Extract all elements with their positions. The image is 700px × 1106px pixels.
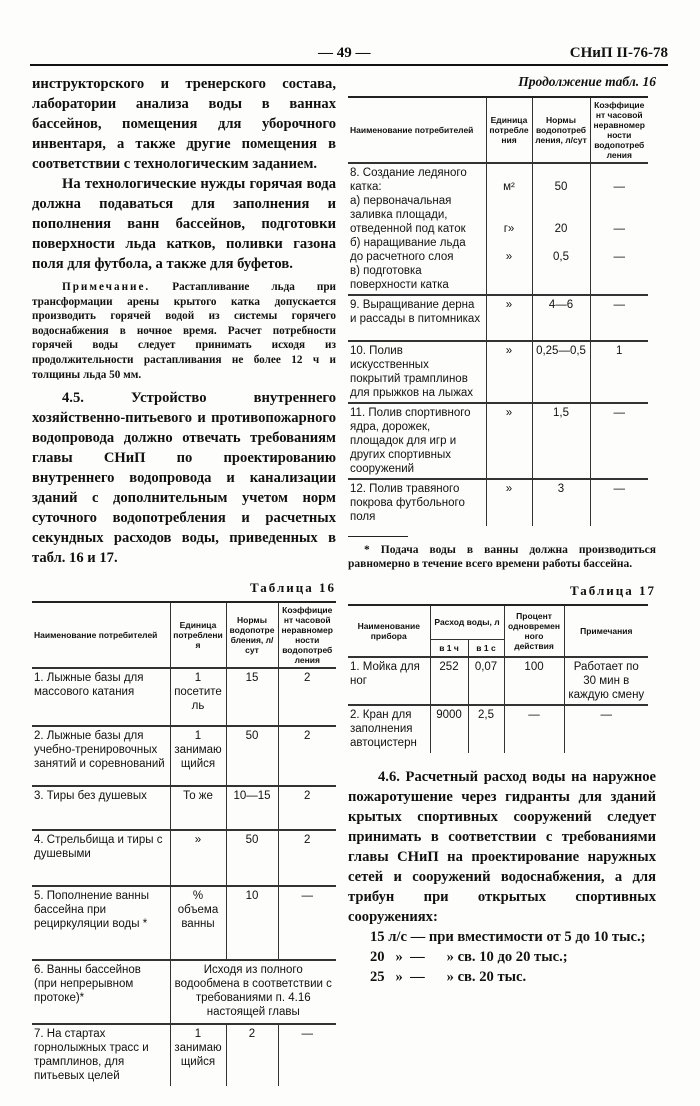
column-header: Единица потребления <box>170 602 226 668</box>
table-cell: 2,5 <box>468 705 504 753</box>
table-16-continued <box>348 96 648 526</box>
column-header: Процент одновременного действия <box>504 605 564 657</box>
table-caption: Таблица 16 <box>249 580 336 596</box>
table-row <box>348 479 648 526</box>
table-cell: 50 <box>226 726 278 786</box>
right-column <box>348 74 656 987</box>
table-row <box>348 163 648 295</box>
table-cell: » <box>486 341 532 403</box>
table-row <box>348 295 648 341</box>
table-cell: — <box>278 1024 336 1086</box>
list-item-rate: 20 » — » <box>370 949 454 965</box>
list-item-rate: 15 л/с — при вместимости <box>370 929 543 945</box>
table-cell: — <box>504 705 564 753</box>
table-cell: 15 <box>226 668 278 726</box>
table-cell: 2. Лыжные базы для учебно-тренировочных занятий и соревнований <box>34 730 165 771</box>
table-caption: Таблица 17 <box>569 583 656 598</box>
table-cell: 0,07 <box>468 657 504 705</box>
table-cell: 12. Полив травяного покрова футбольного поля <box>350 483 465 523</box>
table-cell: 2 <box>278 786 336 830</box>
column-header: Наименование потребителей <box>34 630 158 641</box>
table-cell: м² г» » <box>486 163 532 295</box>
table-continuation-caption: Продолжение табл. 16 <box>518 74 656 89</box>
table-cell: 1 занимающийся <box>170 726 226 786</box>
list-item-capacity: св. 10 до 20 тыс.; <box>457 949 568 965</box>
table-cell: % объема ванны <box>170 886 226 960</box>
table-row <box>32 786 336 830</box>
left-column <box>32 74 336 1086</box>
table-cell: 11. Полив спортивного ядра, дорожек, площадок для игр и других спортивных сооружений <box>350 407 471 475</box>
table-cell: Исходя из полного водообмена в соответствии с требованиями п. 4.16 настоящей главы <box>170 960 336 1024</box>
table-cell: 3. Тиры без душевых <box>34 790 147 803</box>
right-text <box>348 767 656 987</box>
table-row <box>32 668 336 726</box>
table-cell: — — — <box>590 163 648 295</box>
table-cell: Работает по 30 мин в каждую смену <box>564 657 648 705</box>
table-cell: 2 <box>278 830 336 886</box>
footnote-rule <box>348 536 408 537</box>
table-cell: 1,5 <box>532 403 590 479</box>
table-cell: 50 20 0,5 <box>532 163 590 295</box>
table-cell: 7. На стартах горнолыжных трасс и трамплинов, для питьевых целей <box>34 1028 149 1083</box>
table-cell: 10. Полив искусственных покрытий трамплинов для прыжков на лыжах <box>350 345 474 399</box>
column-header: в 1 ч <box>430 639 468 657</box>
page-number: — 49 — <box>318 45 371 61</box>
table-cell: — <box>278 886 336 960</box>
table-cell: 2 <box>226 1024 278 1086</box>
list-item <box>370 927 656 947</box>
table-cell: 10—15 <box>226 786 278 830</box>
note-label: Примечание. <box>62 281 151 293</box>
table-cell: 4. Стрельбища и тиры с душевыми <box>34 834 163 861</box>
table-cell: 100 <box>504 657 564 705</box>
column-header: Нормы водопотребления, л/сут <box>226 602 278 668</box>
list-item-rate: 25 » — » <box>370 969 454 985</box>
table-cell: 2 <box>278 726 336 786</box>
flow-list <box>348 927 656 987</box>
table-cell: — <box>590 479 648 526</box>
table-row <box>348 341 648 403</box>
table-cell: — <box>564 705 648 753</box>
table-cell: 2. Кран для заполнения автоцистерн <box>350 709 417 749</box>
table-16-continued-block <box>348 74 656 571</box>
paragraph-4-6: 4.6. Расчетный расход воды на наружное пожаротушение через гидранты для зданий крытых спортивных сооружений следует принимать в соответствии с требованиями главы СНиП на проектирование наружных сетей и сооружений водоснабжения, а для трибун при открытых спортивных сооружениях: <box>348 769 656 925</box>
column-header: Расход воды, л <box>430 605 504 639</box>
table-cell: 1 занимающийся <box>170 1024 226 1086</box>
table-row <box>32 1024 336 1086</box>
table-row <box>348 403 648 479</box>
table-cell: 10 <box>226 886 278 960</box>
table-17-block <box>348 583 656 753</box>
paragraph: инструкторского и тренерского состава, лаборатории анализа воды в ваннах бассейнов, помещения для уборочного инвентаря, а также другие помещения в соответствии с технологическим заданием. <box>32 76 336 172</box>
table-cell: 6. Ванны бассейнов (при непрерывном протоке)* <box>34 964 141 1005</box>
table-cell: 1. Лыжные базы для массового катания <box>34 672 144 699</box>
table-cell: 4—6 <box>532 295 590 341</box>
column-header: Нормы водопотребления, л/сут <box>532 97 590 163</box>
table-17 <box>348 604 648 753</box>
table-row <box>32 830 336 886</box>
column-header: Наименование потребителей <box>350 125 474 135</box>
table-cell: 8. Создание ледяного катка: а) первоначальная заливка площади, отведенной под каток б) наращивание льда до расчетного слоя в) подготовка поверхности катка <box>350 167 467 291</box>
document-code: СНиП II-76-78 <box>569 45 668 61</box>
table-row <box>32 886 336 960</box>
column-header: Наименование прибора <box>357 621 420 641</box>
list-item <box>370 967 656 987</box>
table-cell: 50 <box>226 830 278 886</box>
column-header: Коэффициент часовой неравномерности водопотребления <box>278 602 336 668</box>
table-cell: 3 <box>532 479 590 526</box>
list-item <box>370 947 656 967</box>
table-cell: То же <box>170 786 226 830</box>
column-header: в 1 с <box>468 639 504 657</box>
table-16 <box>32 601 336 1086</box>
table-cell: 5. Пополнение ванны бассейна при рециркуляции воды * <box>34 890 149 931</box>
table-cell: 1. Мойка для ног <box>350 661 420 687</box>
paragraph-4-5: 4.5. Устройство внутреннего хозяйственно-питьевого и противопожарного водопровода должно отвечать требованиям главы СНиП по проектированию внутреннего водопровода и канализации зданий с дополнительным учетом норм суточного водопотребления и расчетных секундных расходов воды, приведенных в табл. 16 и 17. <box>32 390 336 567</box>
column-header: Единица потребления <box>486 97 532 163</box>
page-header <box>0 0 700 66</box>
table-cell: » <box>486 479 532 526</box>
footnote: * Подача воды в ванны должна производиться равномерно в течение всего времени работы бассейна. <box>348 544 656 570</box>
column-header: Коэффициент часовой неравномерности водопотребления <box>590 97 648 163</box>
table-cell: 9. Выращивание дерна и рассады в питомниках <box>350 299 481 325</box>
table-cell: 9000 <box>430 705 468 753</box>
list-item-capacity: св. 20 тыс. <box>457 969 527 985</box>
table-cell: » <box>170 830 226 886</box>
table-cell: 1 <box>590 341 648 403</box>
table-cell: 1 посетитель <box>170 668 226 726</box>
table-row <box>32 960 336 1024</box>
note <box>32 280 336 382</box>
paragraph: На технологические нужды горячая вода должна подаваться для заполнения и пополнения ванн бассейнов, подготовки поверхности льда катков, поливки газона поля для футбола, а также для буфетов. <box>32 176 336 272</box>
table-cell: — <box>590 295 648 341</box>
table-row <box>348 705 648 753</box>
table-cell: 0,25—0,5 <box>532 341 590 403</box>
table-16-block <box>32 580 336 1086</box>
column-header: Примечания <box>564 605 648 657</box>
table-row <box>348 657 648 705</box>
list-item-capacity: от 5 до 10 тыс.; <box>546 929 646 945</box>
table-cell: 252 <box>430 657 468 705</box>
header-rule <box>30 64 668 66</box>
table-cell: » <box>486 295 532 341</box>
note-text: Растапливание льда при трансформации арены крытого катка допускается производить горячей водой из системы горячего водоснабжения в ночное время. Расчет потребности горячей воды следует принимать исходя из продолжительности растапливания не более 12 ч и толщины льда 50 мм. <box>32 281 336 381</box>
columns <box>0 66 700 1106</box>
table-cell: — <box>590 403 648 479</box>
table-cell: » <box>486 403 532 479</box>
table-cell: 2 <box>278 668 336 726</box>
table-row <box>32 726 336 786</box>
